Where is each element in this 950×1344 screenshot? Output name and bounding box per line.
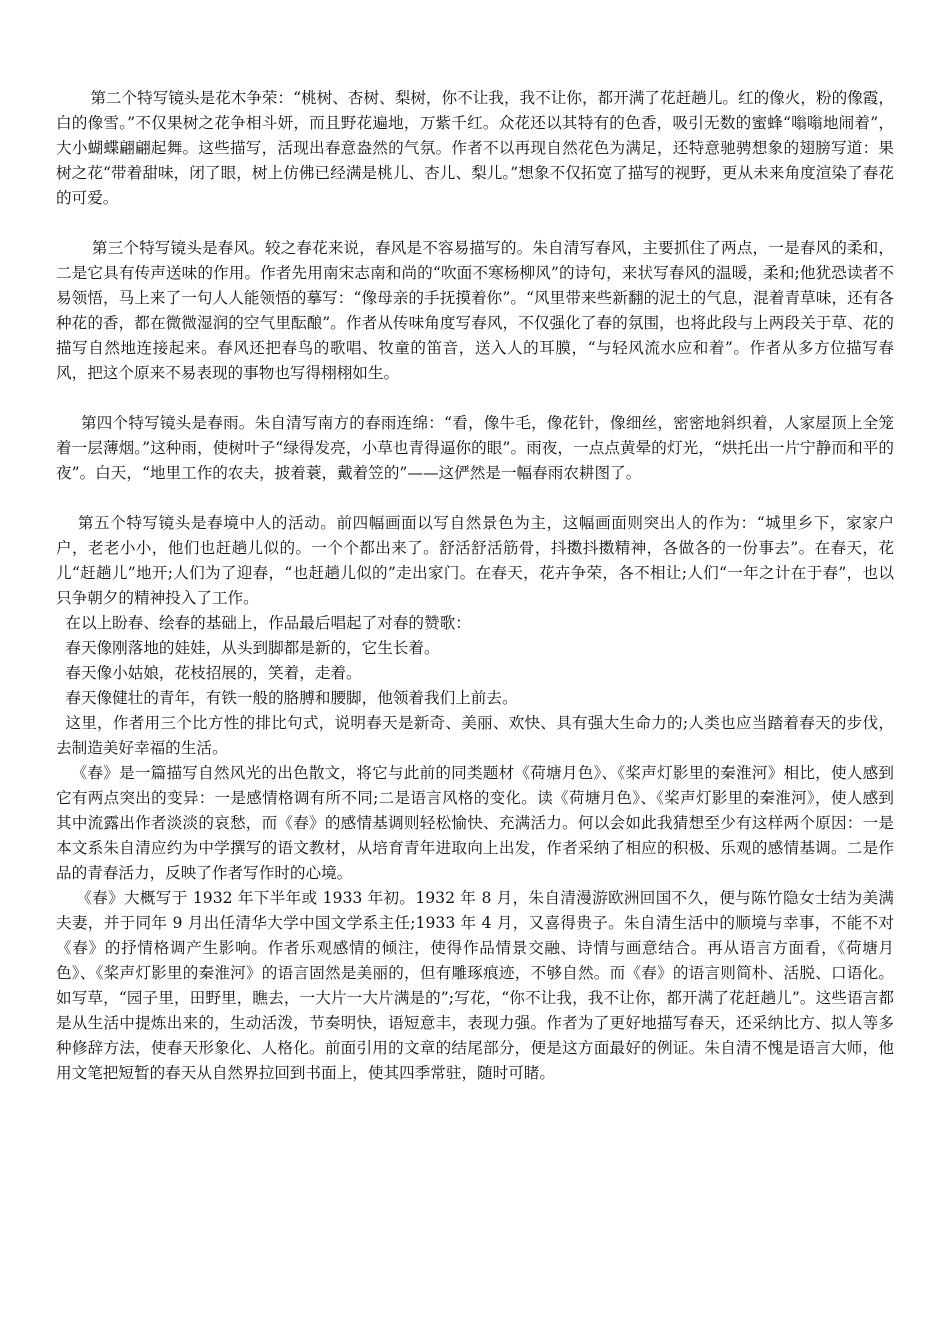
paragraph-people: 第五个特写镜头是春境中人的活动。前四幅画面以写自然景色为主，这幅画面则突出人的作为：“城里乡下，家家户户，老老小小，他们也赶趟儿似的。一个个都出来了。舒活舒活筋骨，抖擞抖擞精神，各做各的一份事去”。在春天，花儿“赶趟儿”地开;人们为了迎春，“也赶趟儿似的”走出家门。在春天，花卉争荣，各不相让;人们“一年之计在于春”，也以只争朝夕的精神投入了工作。	[56, 514, 894, 607]
paragraph-background: 《春》大概写于 1932 年下半年或 1933 年初。1932 年 8 月，朱自清漫游欧洲回国不久，便与陈竹隐女士结为美满夫妻，并于同年 9 月出任清华大学中国文学系主任;1933 年 4 月，又喜得贵子。朱自清生活中的顺境与幸事，不能不对《春》的抒情格调产生影响。作者乐观感情的倾注，使得作品情景交融、诗情与画意结合。再从语言方面看，《荷塘月色》、《桨声灯影里的秦淮河》的语言固然是美丽的，但有雕琢痕迹，不够自然。而《春》的语言则简朴、活脱、口语化。如写草，“园子里，田野里，瞧去，一大片一大片满是的”;写花，“你不让我，我不让你，都开满了花赶趟儿”。这些语言都是从生活中提炼出来的，生动活泼，节奏明快，语短意丰，表现力强。作者为了更好地描写春天，还采纳比方、拟人等多种修辞方法，使春天形象化、人格化。前面引用的文章的结尾部分，便是这方面最好的例证。朱自清不愧是语言大师，他用文笔把短暂的春天从自然界拉回到书面上，使其四季常驻，随时可睹。	[56, 889, 894, 1082]
paragraph-praise-line-1: 春天像刚落地的娃娃，从头到脚都是新的，它生长着。	[65, 639, 440, 657]
paragraph-praise-line-3: 春天像健壮的青年，有铁一般的胳膊和腰脚，他领着我们上前去。	[65, 689, 518, 707]
paragraph-rain: 第四个特写镜头是春雨。朱自清写南方的春雨连绵：“看，像牛毛，像花针，像细丝，密密地斜织着，人家屋顶上全笼着一层薄烟。”这种雨，使树叶子“绿得发亮，小草也青得逼你的眼”。雨夜，一点点黄晕的灯光，“烘托出一片宁静而和平的夜”。白天，“地里工作的农夫，披着蓑，戴着笠的”——这俨然是一幅春雨农耕图了。	[56, 414, 894, 482]
paragraph-flowers: 第二个特写镜头是花木争荣：“桃树、杏树、梨树，你不让我，我不让你，都开满了花赶趟儿。红的像火，粉的像霞，白的像雪。”不仅果树之花争相斗妍，而且野花遍地，万紫千红。众花还以其特有的色香，吸引无数的蜜蜂“嗡嗡地闹着”，大小蝴蝶翩翩起舞。这些描写，活现出春意盎然的气氛。作者不以再现自然花色为满足，还特意驰骋想象的翅膀写道：果树之花“带着甜味，闭了眼，树上仿佛已经满是桃儿、杏儿、梨儿。”想象不仅拓宽了描写的视野，更从未来角度渲染了春花的可爱。	[56, 89, 894, 207]
paragraph-praise-intro: 在以上盼春、绘春的基础上，作品最后唱起了对春的赞歌：	[65, 614, 471, 632]
paragraph-comparison: 《春》是一篇描写自然风光的出色散文，将它与此前的同类题材《荷塘月色》、《桨声灯影里的秦淮河》相比，使人感到它有两点突出的变异：一是感情格调有所不同;二是语言风格的变化。读《荷塘月色》、《桨声灯影里的秦淮河》，使人感到其中流露出作者淡淡的哀愁，而《春》的感情基调则轻松愉快、充满活力。何以会如此我猜想至少有这样两个原因：一是本文系朱自清应约为中学撰写的语文教材，从培育青年进取向上出发，作者采纳了相应的积极、乐观的感情基调。二是作品的青春活力，反映了作者写作时的心境。	[56, 764, 894, 882]
paragraph-explanation: 这里，作者用三个比方性的排比句式，说明春天是新奇、美丽、欢快、具有强大生命力的;人类也应当踏着春天的步伐，去制造美好幸福的生活。	[56, 714, 894, 757]
paragraph-wind: 第三个特写镜头是春风。较之春花来说，春风是不容易描写的。朱自清写春风，主要抓住了两点，一是春风的柔和，二是它具有传声送味的作用。作者先用南宋志南和尚的“吹面不寒杨柳风”的诗句，来状写春风的温暖，柔和;他犹恐读者不易领悟，马上来了一句人人能领悟的摹写：“像母亲的手抚摸着你”。“风里带来些新翻的泥土的气息，混着青草味，还有各种花的香，都在微微湿润的空气里酝酿”。作者从传味角度写春风，不仅强化了春的氛围，也将此段与上两段关于草、花的描写自然地连接起来。春风还把春鸟的歌唱、牧童的笛音，送入人的耳膜，“与轻风流水应和着”。作者从多方位描写春风，把这个原来不易表现的事物也写得栩栩如生。	[56, 239, 894, 382]
document-body	[56, 86, 894, 1086]
paragraph-praise-line-2: 春天像小姑娘，花枝招展的，笑着，走着。	[65, 664, 362, 682]
